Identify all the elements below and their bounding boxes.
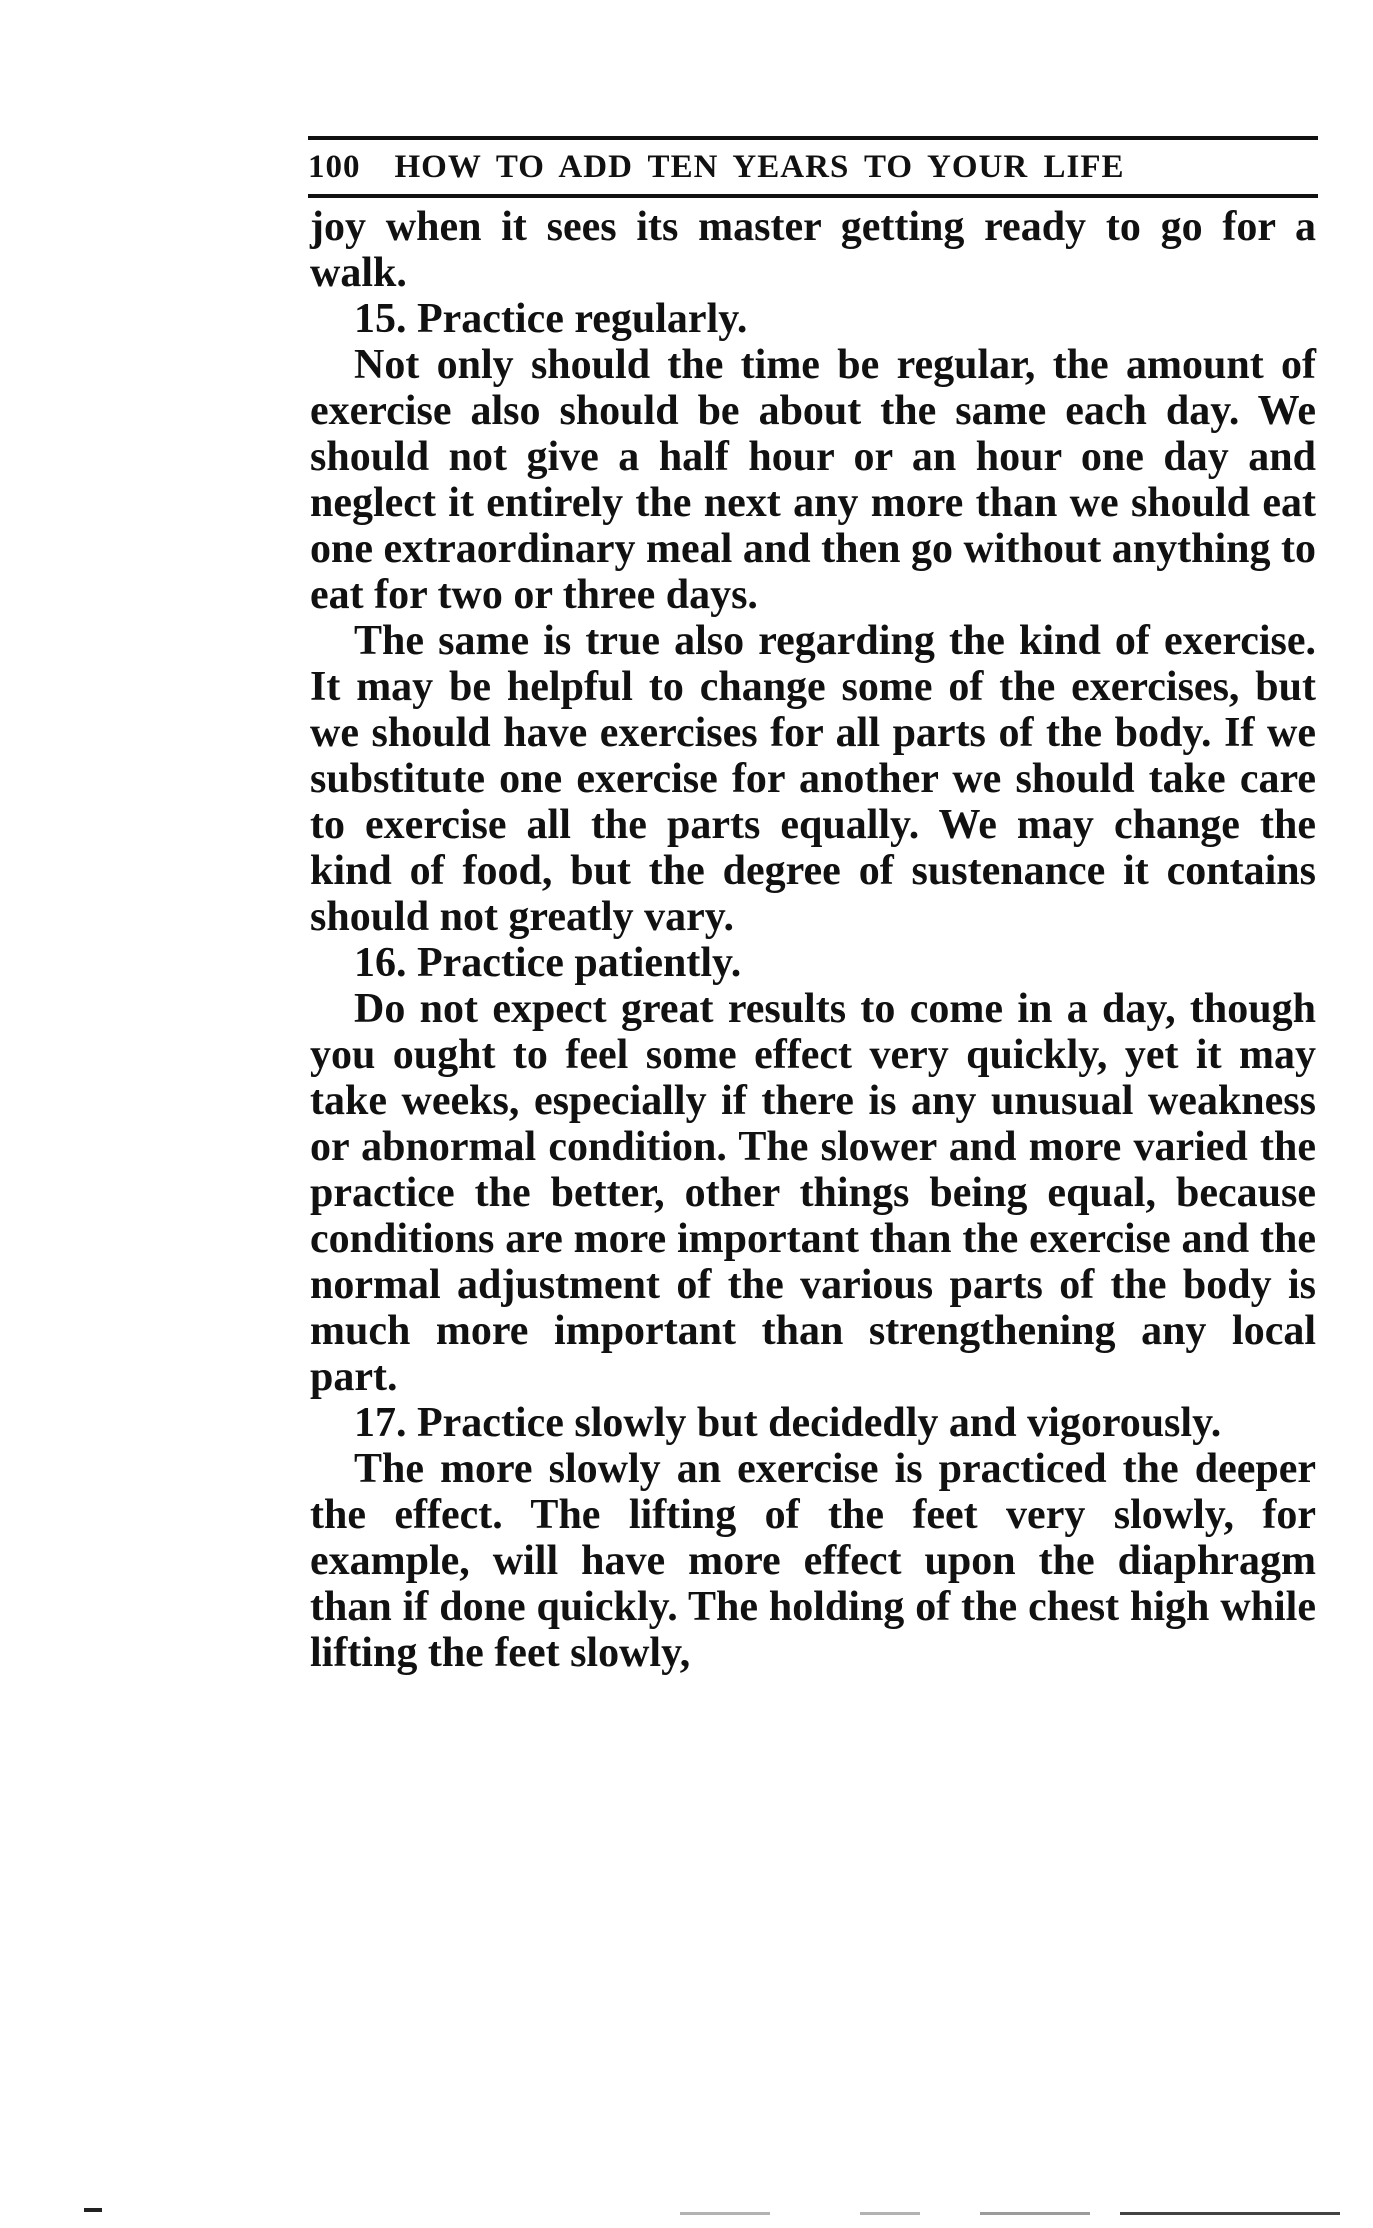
- running-title: HOW TO ADD TEN YEARS TO YOUR LIFE: [394, 148, 1125, 185]
- paragraph: The more slowly an exercise is practiced the deeper the effect. The lifting of the feet very slowly, for example, will have more effect upon the diaphragm than if done quickly. The holding of the chest high while lifting the feet slowly,: [310, 1446, 1316, 1676]
- scan-artifact-mark: [84, 2208, 102, 2212]
- body-text: [310, 204, 1316, 1676]
- paragraph: Do not expect great results to come in a day, though you ought to feel some effect very quickly, yet it may take weeks, especially if there is any unusual weakness or abnormal condition. The slower and more varied the practice the better, other things being equal, because conditions are more important than the exercise and the normal adjustment of the various parts of the body is much more important than strengthening any local part.: [310, 986, 1316, 1400]
- paragraph: The same is true also regarding the kind of exercise. It may be helpful to change some of the exercises, but we should have exercises for all parts of the body. If we substitute one exercise for another we should take care to exercise all the parts equally. We may change the kind of food, but the degree of sustenance it contains should not greatly vary.: [310, 618, 1316, 940]
- paragraph: Not only should the time be regular, the amount of exercise also should be about the same each day. We should not give a half hour or an hour one day and neglect it entirely the next any more than we should eat one extraordinary meal and then go without anything to eat for two or three days.: [310, 342, 1316, 618]
- rule-heading-16: 16. Practice patiently.: [354, 940, 742, 986]
- rule-heading-17: 17. Practice slowly but decidedly and vigorously.: [354, 1400, 1222, 1446]
- scan-artifact-edge: [680, 2212, 1360, 2218]
- paragraph-continuation: joy when it sees its master getting ready to go for a walk.: [310, 204, 1316, 296]
- rule-heading-15: 15. Practice regularly.: [354, 296, 748, 342]
- page-number: 100: [308, 148, 361, 185]
- running-header: [308, 136, 1318, 198]
